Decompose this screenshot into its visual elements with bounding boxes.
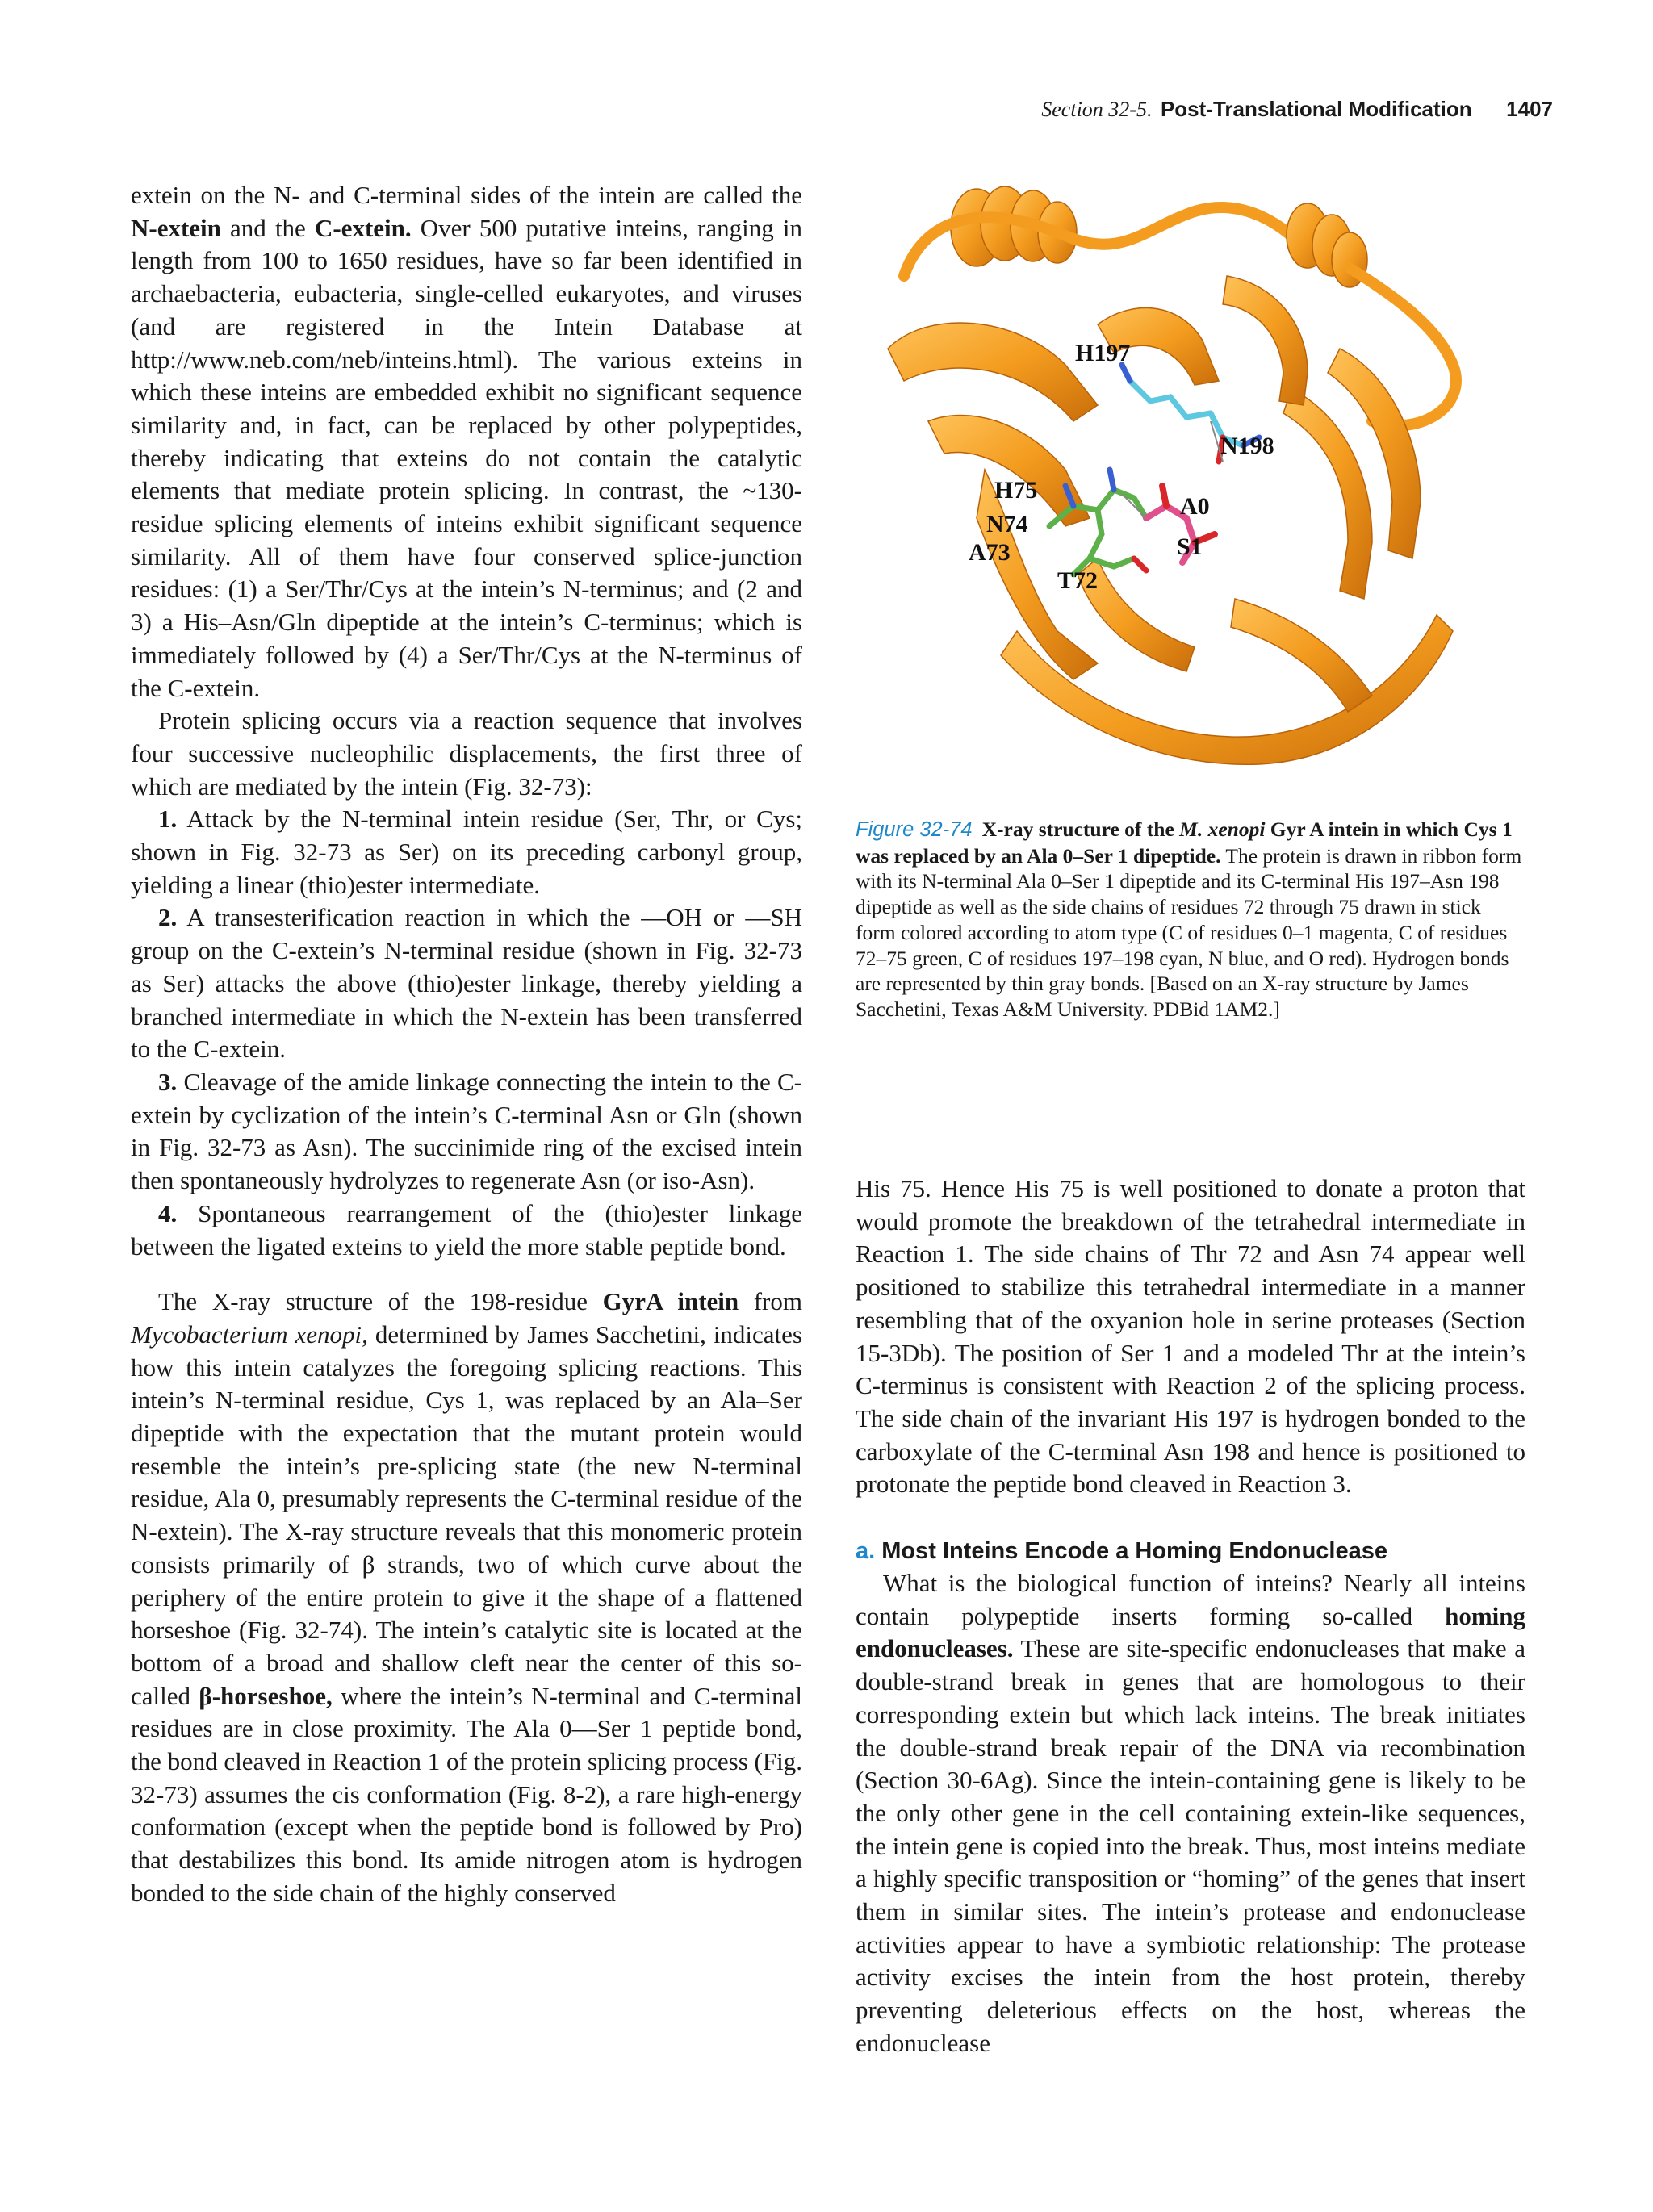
paragraph-xray	[131, 1286, 802, 1909]
paragraph-intro	[131, 179, 802, 705]
figure-32-74-image	[856, 179, 1525, 801]
section-label: Section 32-5.	[1041, 98, 1153, 121]
bold-term: β-horseshoe,	[199, 1681, 333, 1710]
bold-term: GyrA intein	[602, 1287, 739, 1316]
text-run: extein on the N- and C-terminal sides of the intein are called the	[131, 181, 802, 209]
bold-term: X-ray structure of the	[981, 817, 1180, 841]
section-topic: Post-Translational Modification	[1160, 97, 1472, 121]
label-s1: S1	[1177, 533, 1203, 560]
bold-term: N-extein	[131, 213, 221, 242]
label-n198: N198	[1220, 433, 1274, 459]
list-item-1	[131, 803, 802, 901]
figure-caption-text	[856, 817, 1521, 1021]
figure-caption	[856, 817, 1525, 1022]
right-column	[856, 1173, 1525, 2060]
text-run: Spontaneous rearrangement of the (thio)ester linkage between the ligated exteins to yield the more stable peptide bond.	[131, 1198, 802, 1261]
list-item-4	[131, 1198, 802, 1263]
bold-term: homing endonucleases.	[856, 1601, 1525, 1663]
left-column	[131, 179, 802, 1910]
text-run: The X-ray structure of the 198-residue	[158, 1287, 603, 1316]
intein-ribbon-structure	[856, 179, 1525, 801]
italic-term: Mycobacterium xenopi,	[131, 1319, 368, 1349]
subheading-letter: a.	[856, 1538, 876, 1565]
text-run: Cleavage of the amide linkage connecting the intein to the C-extein by cyclization of the intein’s C-terminal Asn or Gln (shown in Fig. 32-73 as Asn). The succinimide ring of the excised intein then spontaneously hydrolyzes to regenerate Asn (or iso-Asn).	[131, 1067, 802, 1195]
text-run: His 75. Hence His 75 is well positioned to donate a proton that would promote the breakdown of the tetrahedral intermediate in Reaction 1. The side chains of Thr 72 and Asn 74 appear well positioned to stabilize this tetrahedral intermediate in a manner resembling that of the oxyanion hole in serine proteases (Section 15-3Db). The position of Ser 1 and a modeled Thr at the intein’s C-terminus is consistent with Reaction 2 of the splicing process. The side chain of the invariant His 197 is hydrogen bonded to the carboxylate of the C-terminal Asn 198 and hence is positioned to protonate the peptide bond cleaved in Reaction 3.	[856, 1174, 1525, 1499]
bold-term: 3.	[158, 1067, 178, 1096]
text-run: and the	[220, 213, 315, 242]
bold-term: Gyr A intein in which Cys 1 was replaced by an Ala 0–Ser 1 dipeptide.	[856, 817, 1513, 868]
text-run: A transesterification reaction in which the —OH or —SH group on the C-extein’s N-terminal residue (shown in Fig. 32-73 as Ser) attacks the above (thio)ester linkage, thereby yielding a branched intermediate in which the N-extein has been transferred to the C-extein.	[131, 903, 802, 1064]
text-run: The protein is drawn in ribbon form with its N-terminal Ala 0–Ser 1 dipeptide and its C-terminal His 197–Asn 198 dipeptide as well as the side chains of residues 72 through 75 drawn in stick form colored according to atom type (C of residues 0–1 magenta, C of residues 72–75 green, C of residues 197–198 cyan, N blue, and O red). Hydrogen bonds are represented by thin gray bonds. [Based on an X-ray structure by James Sacchetini, Texas A&M University. PDBid 1AM2.]	[856, 843, 1522, 1021]
label-a73: A73	[969, 539, 1011, 566]
list-item-2	[131, 901, 802, 1066]
bold-term: 2.	[158, 903, 178, 932]
bold-italic-term: M. xenopi	[1179, 817, 1266, 841]
text-run: from	[739, 1287, 802, 1316]
paragraph-his75	[856, 1173, 1525, 1501]
label-h75: H75	[994, 477, 1038, 504]
text-run: Protein splicing occurs via a reaction sequence that involves four successive nucleophilic displacements, the first three of which are mediated by the intein (Fig. 32-73):	[131, 706, 802, 801]
bold-term: 4.	[158, 1198, 178, 1227]
paragraph-homing	[856, 1567, 1525, 2060]
label-a0: A0	[1180, 493, 1210, 520]
list-item-3	[131, 1066, 802, 1198]
text-run: where the intein’s N-terminal and C-terminal residues are in close proximity. The Ala 0—Ser 1 peptide bond, the bond cleaved in Reaction 1 of the protein splicing process (Fig. 32-73) assumes the cis conformation (Fig. 8-2), a rare high-energy conformation (except when the peptide bond is followed by Pro) that destabilizes this bond. Its amide nitrogen atom is hydrogen bonded to the side chain of the highly conserved	[131, 1681, 802, 1907]
label-n74: N74	[986, 511, 1028, 537]
bold-term: C-extein.	[314, 213, 412, 242]
text-run: What is the biological function of inteins? Nearly all inteins contain polypeptide inserts forming so-called	[856, 1569, 1525, 1630]
text-run: Attack by the N-terminal intein residue (Ser, Thr, or Cys; shown in Fig. 32-73 as Ser) on its preceding carbonyl group, yielding a linear (thio)ester intermediate.	[131, 805, 802, 899]
label-h197: H197	[1075, 340, 1131, 366]
label-t72: T72	[1057, 567, 1099, 594]
page-number: 1407	[1506, 97, 1553, 121]
subheading-title: Most Inteins Encode a Homing Endonuclease	[881, 1538, 1388, 1565]
running-head	[1041, 97, 1553, 122]
text-run: determined by James Sacchetini, indicates how this intein catalyzes the foregoing splicing reactions. This intein’s N-terminal residue, Cys 1, was replaced by an Ala–Ser dipeptide with the expectation that the mutant protein would resemble the intein’s pre-splicing state (the new N-terminal residue, Ala 0, presumably represents the C-terminal residue of the N-extein). The X-ray structure reveals that this monomeric protein consists primarily of β strands, two of which curve about the periphery of the entire protein to give it the shape of a flattened horseshoe (Fig. 32-74). The intein’s catalytic site is located at the bottom of a broad and shallow cleft near the center of this so-called	[131, 1319, 802, 1710]
figure-number: Figure 32-74	[856, 818, 973, 841]
bold-term: 1.	[158, 805, 178, 834]
subheading-homing-endonuclease	[856, 1535, 1525, 1567]
text-run: These are site-specific endonucleases that make a double-strand break in genes that are homologous to their corresponding extein but which lack inteins. The break initiates the double-strand break repair of the DNA via recombination (Section 30-6Ag). Since the intein-containing gene is likely to be the only other gene in the cell containing extein-like sequences, the intein gene is copied into the break. Thus, most inteins mediate a highly specific transposition or “homing” of the genes that insert them in similar sites. The intein’s protease and endonuclease activities appear to have a symbiotic relationship: The protease activity excises the intein from the host protein, thereby preventing deleterious effects on the host, whereas the endonuclease	[856, 1634, 1525, 2057]
text-run: Over 500 putative inteins, ranging in length from 100 to 1650 residues, have so far been identified in archaebacteria, eubacteria, single-celled eukaryotes, and viruses (and are registered in the Intein Database at http://www.neb.com/neb/inteins.html). The various exteins in which these inteins are embedded exhibit no significant sequence similarity and, in fact, can be replaced by other polypeptides, thereby indicating that exteins do not contain the catalytic elements that mediate protein splicing. In contrast, the ~130-residue splicing elements of inteins exhibit significant sequence similarity. All of them have four conserved splice-junction residues: (1) a Ser/Thr/Cys at the intein’s N-terminus; and (2 and 3) a His–Asn/Gln dipeptide at the intein’s C-terminus; which is immediately followed by (4) a Ser/Thr/Cys at the N-terminus of the C-extein.	[131, 213, 803, 702]
paragraph-splicing	[131, 705, 802, 803]
